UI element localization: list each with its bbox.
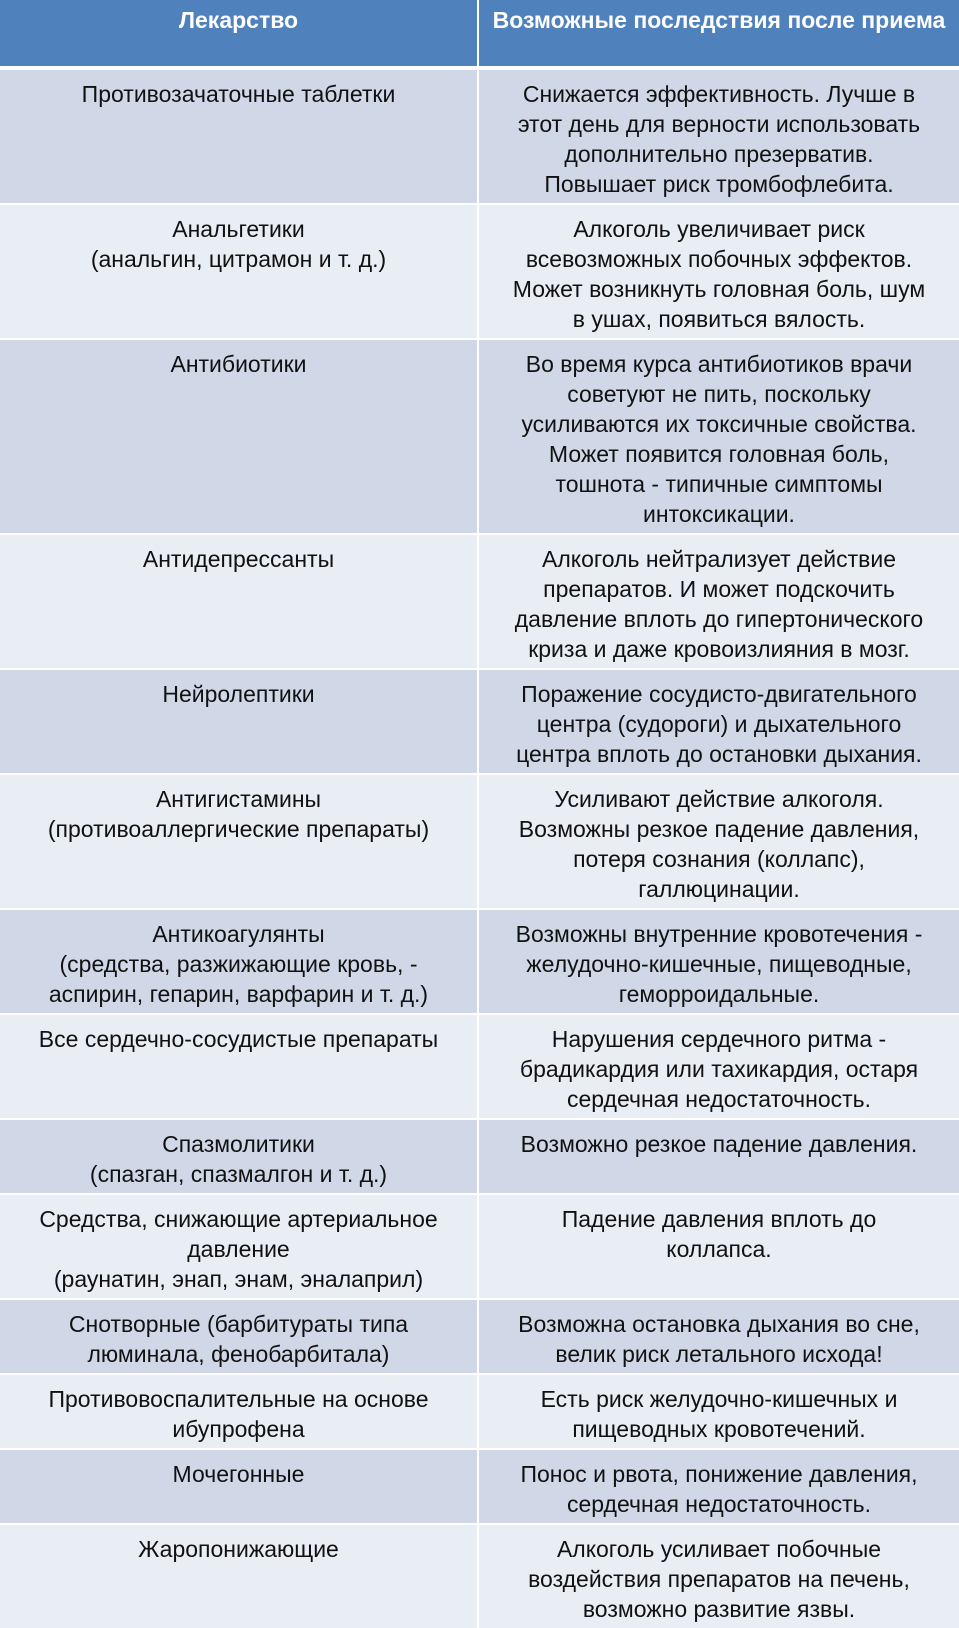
drug-line: аспирин, гепарин, варфарин и т. д.) (48, 981, 429, 1007)
effect-line: возможно развитие язвы. (582, 1596, 856, 1622)
effect-line: Во время курса антибиотиков врачи (525, 351, 913, 377)
effect-cell (478, 204, 959, 339)
effect-line: Алкоголь нейтрализует действие (542, 546, 896, 572)
effect-line: коллапса. (666, 1236, 772, 1262)
drug-cell (0, 774, 478, 909)
effect-cell (478, 1524, 959, 1628)
effect-line: Падение давления вплоть до (561, 1206, 877, 1232)
drug-line: Противозачаточные таблетки (81, 81, 396, 107)
header-row (0, 0, 959, 68)
effect-line: центра вплоть до остановки дыхания. (516, 741, 922, 767)
effect-line: сердечная недостаточность. (566, 1086, 872, 1112)
table-row (0, 909, 959, 1014)
drug-line: (средства, разжижающие кровь, - (59, 951, 418, 977)
drug-line: (спазган, спазмалгон и т. д.) (89, 1161, 388, 1187)
effect-line: Возможны резкое падение давления, (518, 816, 920, 842)
drug-cell (0, 1374, 478, 1449)
effect-line: в ушах, появиться вялость. (572, 306, 866, 332)
drug-line: Нейролептики (162, 681, 315, 707)
effect-line: Поражение сосудисто-двигательного (521, 681, 917, 707)
table-row (0, 204, 959, 339)
effect-cell (478, 1449, 959, 1524)
effect-line: Возможна остановка дыхания во сне, (518, 1311, 920, 1337)
effect-line: криза и даже кровоизлияния в мозг. (528, 636, 910, 662)
effect-line: желудочно-кишечные, пищеводные, (526, 951, 912, 977)
table-row (0, 1299, 959, 1374)
table-row (0, 68, 959, 204)
drug-line: (анальгин, цитрамон и т. д.) (90, 246, 387, 272)
effect-line: геморроидальные. (618, 981, 820, 1007)
drug-cell (0, 534, 478, 669)
drug-cell (0, 339, 478, 534)
effect-cell (478, 1194, 959, 1299)
effect-line: велик риск летального исхода! (555, 1341, 883, 1367)
effect-line: советуют не пить, поскольку (567, 381, 871, 407)
drug-line: ибупрофена (172, 1416, 305, 1442)
effect-line: Алкоголь усиливает побочные (556, 1536, 882, 1562)
table-row (0, 1374, 959, 1449)
drug-line: Антигистамины (155, 786, 322, 812)
effect-line: потеря сознания (коллапс), (573, 846, 865, 872)
drug-cell (0, 1119, 478, 1194)
drug-line: люминала, фенобарбитала) (87, 1341, 390, 1367)
effect-line: центра (судороги) и дыхательного (536, 711, 902, 737)
effect-cell (478, 669, 959, 774)
drug-line: Мочегонные (172, 1461, 305, 1487)
effect-line: Нарушения сердечного ритма - (551, 1026, 887, 1052)
effect-line: Повышает риск тромбофлебита. (544, 171, 894, 197)
effect-line: давление вплоть до гипертонического (514, 606, 924, 632)
effect-line: усиливаются их токсичные свойства. (521, 411, 917, 437)
effect-line: воздействия препаратов на печень, (528, 1566, 910, 1592)
effect-line: Возможно резкое падение давления. (520, 1131, 918, 1157)
effect-cell (478, 774, 959, 909)
effect-cell (478, 339, 959, 534)
drug-line: (раунатин, энап, энам, эналаприл) (53, 1266, 424, 1292)
table-row (0, 774, 959, 909)
table-row (0, 1014, 959, 1119)
drug-line: Антикоагулянты (152, 921, 325, 947)
drug-line: Все сердечно-сосудистые препараты (38, 1026, 439, 1052)
effect-line: этот день для верности использовать (517, 111, 921, 137)
drug-line: давление (187, 1236, 290, 1262)
effect-line: сердечная недостаточность. (566, 1491, 872, 1517)
drug-cell (0, 909, 478, 1014)
effect-line: интоксикации. (643, 501, 795, 527)
table-row (0, 1449, 959, 1524)
drug-line: Снотворные (барбитураты типа (68, 1311, 409, 1337)
drug-cell (0, 1194, 478, 1299)
drug-cell (0, 1299, 478, 1374)
effect-line: тошнота - типичные симптомы (555, 471, 883, 497)
drug-line: Антибиотики (170, 351, 307, 377)
effect-cell (478, 1299, 959, 1374)
table-row (0, 1119, 959, 1194)
effect-cell (478, 1374, 959, 1449)
effect-cell (478, 534, 959, 669)
effect-cell (478, 68, 959, 204)
drug-cell (0, 1449, 478, 1524)
drug-line: Противовоспалительные на основе (48, 1386, 429, 1412)
drug-cell (0, 1014, 478, 1119)
drug-line: Жаропонижающие (138, 1536, 339, 1562)
drug-cell (0, 68, 478, 204)
effect-cell (478, 1119, 959, 1194)
header-effects: Возможные последствия после приема (478, 0, 959, 68)
drug-cell (0, 1524, 478, 1628)
effect-cell (478, 909, 959, 1014)
drug-line: Анальгетики (172, 216, 305, 242)
effect-line: всевозможных побочных эффектов. (525, 246, 913, 272)
effect-line: Алкоголь увеличивает риск (573, 216, 865, 242)
effect-line: дополнительно презерватив. (564, 141, 874, 167)
table-row (0, 669, 959, 774)
effect-line: брадикардия или тахикардия, остаря (519, 1056, 919, 1082)
header-drug: Лекарство (0, 0, 478, 68)
drug-cell (0, 669, 478, 774)
effect-line: Есть риск желудочно-кишечных и (540, 1386, 898, 1412)
drug-cell (0, 204, 478, 339)
table-row (0, 1524, 959, 1628)
effect-line: Может появится головная боль, (548, 441, 890, 467)
effect-line: Усиливают действие алкоголя. (554, 786, 884, 812)
table-row (0, 339, 959, 534)
effect-cell (478, 1014, 959, 1119)
drug-line: Средства, снижающие артериальное (39, 1206, 438, 1232)
effect-line: Понос и рвота, понижение давления, (520, 1461, 918, 1487)
table-row (0, 1194, 959, 1299)
drug-line: (противоаллергические препараты) (47, 816, 430, 842)
drug-line: Спазмолитики (162, 1131, 315, 1157)
effect-line: галлюцинации. (638, 876, 800, 902)
table-row (0, 534, 959, 669)
effect-line: препаратов. И может подскочить (543, 576, 895, 602)
effect-line: Может возникнуть головная боль, шум (512, 276, 926, 302)
effect-line: пищеводных кровотечений. (572, 1416, 866, 1442)
effect-line: Возможны внутренние кровотечения - (515, 921, 923, 947)
effect-line: Снижается эффективность. Лучше в (522, 81, 916, 107)
drug-line: Антидепрессанты (142, 546, 335, 572)
